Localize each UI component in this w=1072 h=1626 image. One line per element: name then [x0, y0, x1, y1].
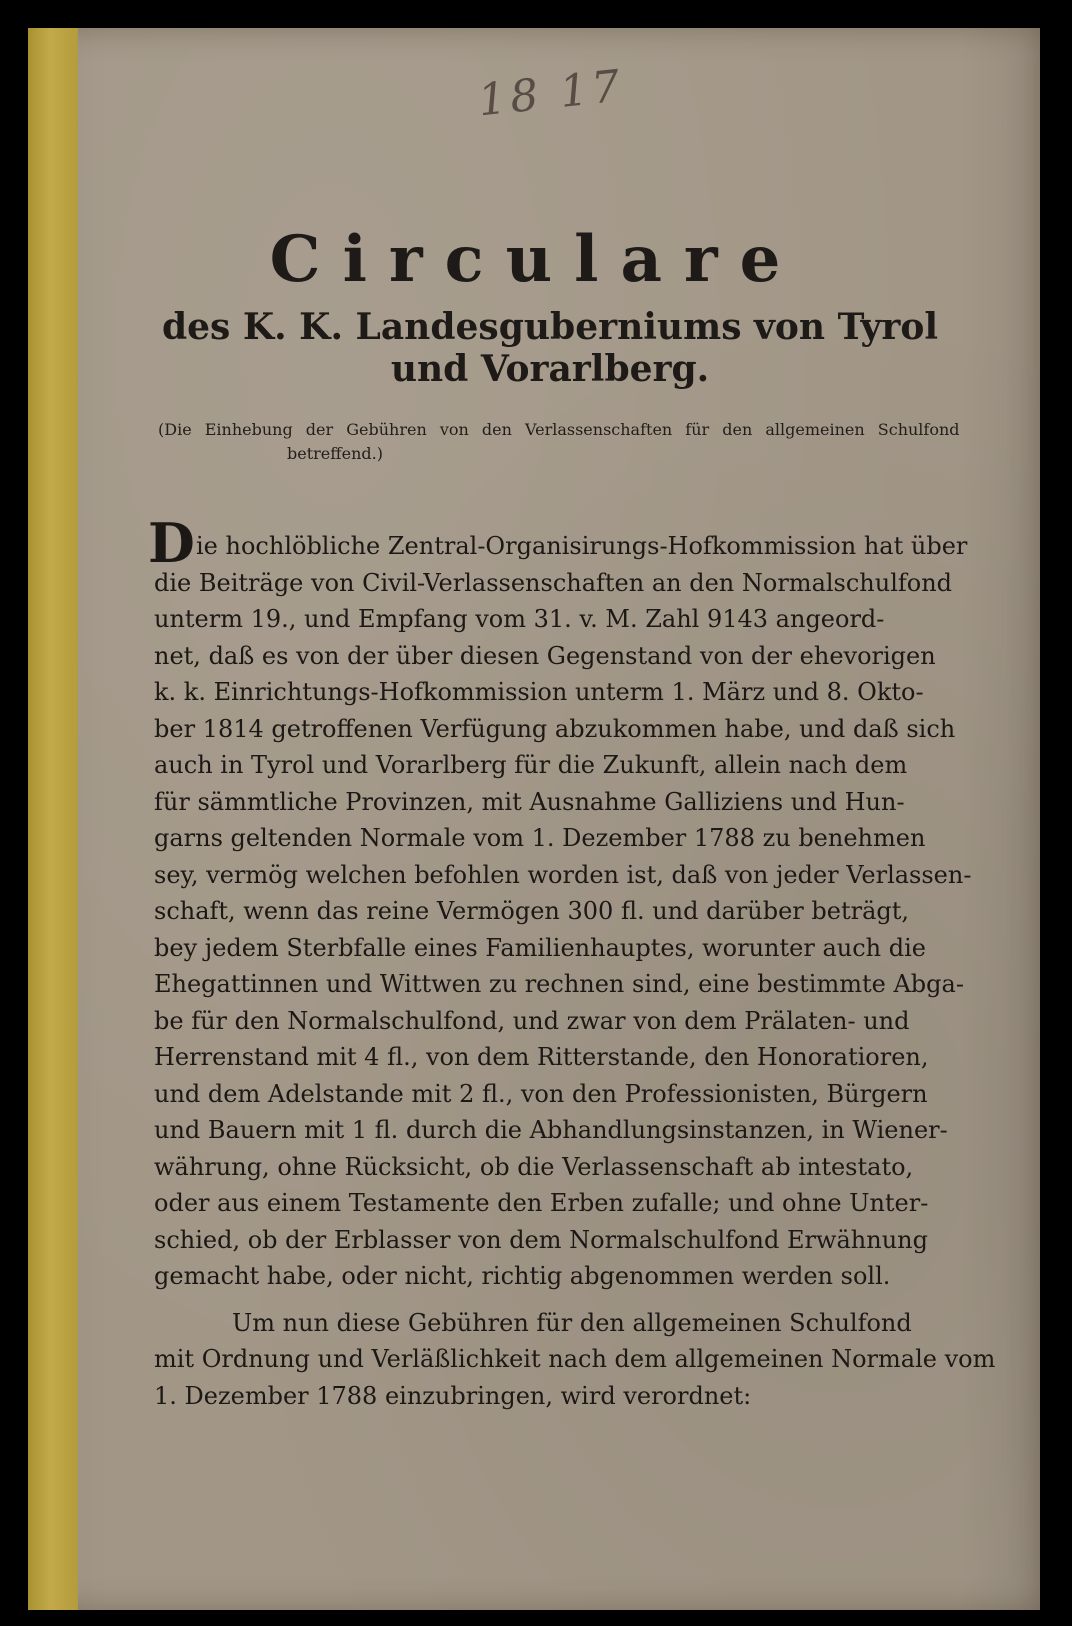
- paragraph-1-line: die Beiträge von Civil-Verlassenschaften an den Normalschulfond: [154, 568, 953, 597]
- paragraph-2-line: Um nun diese Gebühren für den allgemeinen Schulfond: [232, 1308, 912, 1337]
- paragraph-1-line: bey jedem Sterbfalle eines Familienhauptes, worunter auch die: [154, 933, 926, 962]
- paragraph-1-line: Ehegattinnen und Wittwen zu rechnen sind, eine bestimmte Abga-: [154, 970, 964, 998]
- paragraph-1-line: be für den Normalschulfond, und zwar von dem Prälaten- und: [154, 1006, 910, 1035]
- paragraph-1-line-1: [148, 511, 968, 575]
- paragraph-1-line: für sämmtliche Provinzen, mit Ausnahme Galliziens und Hun-: [154, 787, 905, 816]
- paragraph-1-line: Herrenstand mit 4 fl., von dem Ritterstande, den Honoratioren,: [154, 1043, 929, 1071]
- drop-cap: D: [148, 511, 195, 575]
- paragraph-1-line: net, daß es von der über diesen Gegenstand von der ehevorigen: [154, 641, 936, 670]
- paragraph-1-line: sey, vermög welchen befohlen worden ist, daß von jeder Verlassen-: [154, 860, 972, 889]
- paragraph-2-line: mit Ordnung und Verläßlichkeit nach dem allgemeinen Normale vom: [154, 1345, 996, 1373]
- subtitle-line-2: und Vorarlberg.: [390, 348, 710, 390]
- paragraph-1-line: und Bauern mit 1 fl. durch die Abhandlungsinstanzen, in Wiener-: [154, 1116, 948, 1144]
- paragraph-1-line: währung, ohne Rücksicht, ob die Verlassenschaft ab intestato,: [154, 1152, 914, 1181]
- paragraph-1-line: und dem Adelstande mit 2 fl., von den Professionisten, Bürgern: [154, 1079, 928, 1108]
- paragraph-1-first-line-text: ie hochlöbliche Zentral-Organisirungs-Hofkommission hat über: [196, 532, 968, 560]
- paragraph-1-line: ber 1814 getroffenen Verfügung abzukommen habe, und daß sich: [154, 714, 956, 743]
- paragraph-gap: [154, 1295, 854, 1305]
- subject-note-line-2: betreffend.): [287, 444, 383, 463]
- paragraph-1-line: schaft, wenn das reine Vermögen 300 fl. und darüber beträgt,: [154, 897, 910, 925]
- subject-note-line-1: (Die Einhebung der Gebühren von den Verlassenschaften für den allgemeinen Schulfond: [158, 420, 960, 439]
- document-title: Circulare: [269, 222, 803, 297]
- subtitle-line-1: des K. K. Landesguberniums von Tyrol: [161, 306, 939, 348]
- paragraph-2-line: 1. Dezember 1788 einzubringen, wird verordnet:: [154, 1381, 752, 1410]
- paragraph-1-line: k. k. Einrichtungs-Hofkommission unterm 1. März und 8. Okto-: [154, 678, 924, 706]
- paragraph-1-line: auch in Tyrol und Vorarlberg für die Zukunft, allein nach dem: [154, 751, 908, 779]
- paragraph-1-line: schied, ob der Erblasser von dem Normalschulfond Erwähnung: [154, 1225, 928, 1254]
- paragraph-1-line: unterm 19., und Empfang vom 31. v. M. Zahl 9143 angeord-: [154, 605, 885, 633]
- handwritten-year-annotation: 18 17: [475, 60, 627, 127]
- paragraph-1-line: gemacht habe, oder nicht, richtig abgenommen werden soll.: [154, 1262, 891, 1290]
- paragraph-1-line: oder aus einem Testamente den Erben zufalle; und ohne Unter-: [154, 1189, 929, 1217]
- paragraph-1-line: garns geltenden Normale vom 1. Dezember 1788 zu benehmen: [154, 824, 926, 852]
- body-text: [148, 511, 996, 1414]
